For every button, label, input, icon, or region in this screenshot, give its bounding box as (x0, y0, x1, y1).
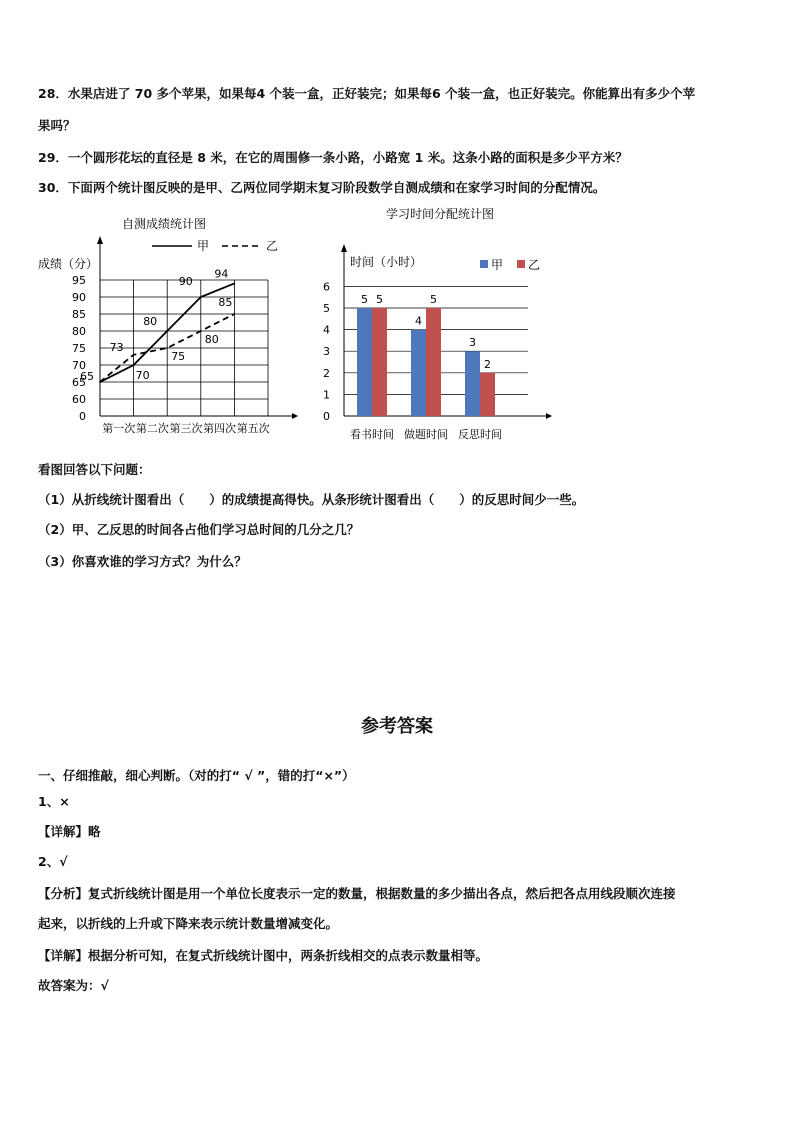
sub-question-1: （1）从折线统计图看出（ ）的成绩提高得快。从条形统计图看出（ ）的反思时间少一些。 (38, 492, 585, 507)
bar-value-label: 5 (376, 293, 383, 306)
answer-1: 1、× (38, 794, 70, 809)
y-tick-label: 80 (72, 325, 86, 338)
series-jia-point (166, 330, 168, 332)
bar-value-label: 2 (484, 357, 491, 371)
legend-jia-swatch (480, 260, 488, 268)
answer-2: 2、√ (38, 854, 68, 869)
y-axis-arrow (341, 244, 347, 252)
bar-jia (357, 308, 372, 416)
y-tick-label: 0 (79, 410, 86, 423)
data-label: 65 (80, 370, 94, 383)
data-label: 73 (109, 340, 124, 354)
y-tick-label: 95 (72, 274, 86, 287)
series-yi-point (200, 330, 202, 332)
answer-2-detail: 【详解】根据分析可知，在复式折线统计图中，两条折线相交的点表示数量相等。 (38, 948, 489, 963)
y-tick-label: 5 (323, 302, 330, 315)
study-time-bar-chart (314, 200, 564, 450)
bar-value-label: 5 (430, 293, 437, 306)
series-jia-point (234, 283, 236, 285)
y-tick-label: 85 (72, 308, 86, 321)
legend-yi-swatch (517, 260, 525, 268)
answer-2-result: 故答案为：√ (38, 978, 109, 993)
y-tick-label: 0 (323, 410, 330, 423)
x-category-label: 第一次 (102, 422, 136, 435)
x-category-label: 做题时间 (404, 428, 448, 441)
bar-yi (480, 373, 495, 416)
y-tick-label: 3 (323, 345, 330, 359)
data-label: 75 (171, 350, 186, 363)
x-category-label: 反思时间 (458, 428, 502, 441)
series-yi-point (166, 347, 168, 349)
series-yi-point (99, 381, 101, 383)
data-label: 94 (214, 267, 229, 281)
y-tick-label: 90 (72, 291, 86, 304)
legend-jia-label: 甲 (491, 258, 504, 272)
series-yi-point (234, 313, 236, 315)
data-label: 90 (178, 275, 193, 288)
bar-value-label: 5 (361, 293, 368, 306)
data-label: 80 (204, 333, 219, 346)
data-label: 85 (218, 296, 233, 309)
score-line-chart (34, 208, 310, 440)
data-label: 80 (143, 315, 158, 328)
legend-yi-label: 乙 (528, 258, 541, 272)
q28-line1: 28．水果店进了 70 多个苹果，如果每4 个装一盒，正好装完；如果每6 个装一盒，也正好装完。你能算出有多少个苹 (38, 86, 696, 101)
x-axis-arrow (292, 413, 298, 419)
bar-chart-title: 学习时间分配统计图 (385, 207, 495, 221)
x-category-label: 第三次 (169, 422, 203, 435)
x-category-label: 第四次 (203, 422, 237, 435)
answer-1-detail: 【详解】略 (38, 824, 101, 839)
x-category-label: 第五次 (236, 422, 270, 435)
data-label: 70 (135, 369, 150, 382)
bar-value-label: 3 (469, 336, 476, 350)
answers-title: 参考答案 (361, 716, 433, 737)
legend-jia-label: 甲 (197, 239, 210, 253)
y-axis-arrow (97, 236, 103, 244)
answers-section1: 一、仔细推敲，细心判断。（对的打“ √ ”，错的打“×”） (38, 768, 355, 783)
sub-question-2: （2）甲、乙反思的时间各占他们学习总时间的几分之几？ (38, 522, 360, 537)
y-tick-label: 75 (72, 342, 86, 355)
legend-yi-label: 乙 (266, 239, 279, 253)
answer-2-analysis-1: 【分析】复式折线统计图是用一个单位长度表示一定的数量，根据数量的多少描出各点，然后把各点用线段顺次连接 (38, 886, 676, 901)
sub-question-3: （3）你喜欢谁的学习方式？为什么？ (38, 554, 247, 569)
line-chart-title: 自测成绩统计图 (121, 217, 207, 231)
line-chart-ylabel: 成绩（分） (38, 257, 99, 271)
y-tick-label: 6 (323, 280, 330, 294)
x-category-label: 看书时间 (350, 428, 394, 441)
y-tick-label: 60 (72, 393, 86, 406)
q30: 30．下面两个统计图反映的是甲、乙两位同学期末复习阶段数学自测成绩和在家学习时间的分配情况。 (38, 180, 606, 195)
series-yi-point (133, 354, 135, 356)
x-category-label: 第二次 (135, 422, 169, 435)
answer-2-analysis-2: 起来，以折线的上升或下降来表示统计数量增减变化。 (38, 916, 339, 931)
x-axis-arrow (546, 413, 552, 419)
bar-value-label: 4 (415, 314, 422, 328)
q29: 29．一个圆形花坛的直径是 8 米，在它的周围修一条小路，小路宽 1 米。这条小路的面积是多少平方米？ (38, 150, 628, 165)
y-tick-label: 70 (72, 359, 86, 372)
q28-line2: 果吗？ (38, 118, 76, 133)
chart-prompt: 看图回答以下问题： (38, 462, 151, 477)
bar-jia (411, 330, 426, 416)
bar-chart-ylabel: 时间（小时） (350, 255, 423, 269)
bar-yi (372, 308, 387, 416)
y-tick-label: 65 (72, 376, 86, 389)
y-tick-label: 2 (323, 366, 330, 380)
y-tick-label: 4 (323, 323, 330, 337)
y-tick-label: 1 (323, 388, 330, 402)
bar-jia (465, 351, 480, 416)
bar-yi (426, 308, 441, 416)
series-jia-point (133, 364, 135, 366)
series-jia-point (200, 296, 202, 298)
